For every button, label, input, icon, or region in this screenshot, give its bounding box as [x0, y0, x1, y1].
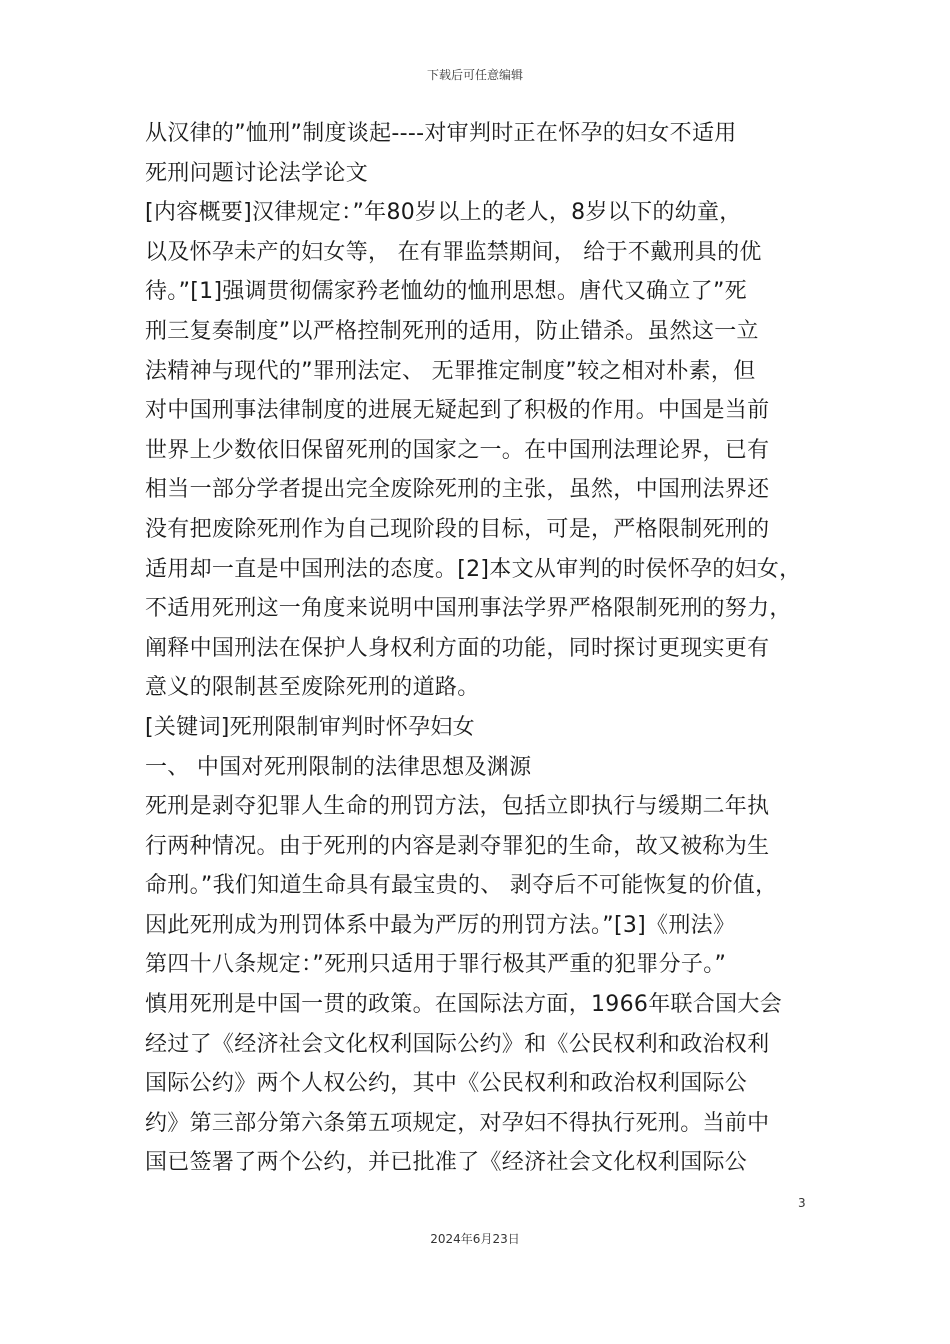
- page-header: 下载后可任意编辑: [426, 68, 523, 82]
- body-line: [内容概要]汉律规定：”年80岁以上的老人，8岁以下的幼童，: [145, 200, 742, 226]
- body-line: 世界上少数依旧保留死刑的国家之一。在中国刑法理论界，已有: [145, 437, 770, 463]
- body-line: 刑三复奏制度”以严格控制死刑的适用，防止错杀。虽然这一立: [145, 318, 759, 344]
- body-line: 从汉律的”恤刑”制度谈起----对审判时正在怀孕的妇女不适用: [145, 121, 737, 146]
- body-line: 一、 中国对死刑限制的法律思想及渊源: [145, 754, 532, 780]
- body-line: 行两种情况。由于死刑的内容是剥夺罪犯的生命，故又被称为生: [145, 833, 770, 859]
- body-line: 死刑问题讨论法学论文: [145, 160, 369, 186]
- body-line: 法精神与现代的”罪刑法定、 无罪推定制度”较之相对朴素，但: [145, 358, 756, 384]
- body-line: 阐释中国刑法在保护人身权利方面的功能，同时探讨更现实更有: [145, 635, 770, 661]
- body-line: 第四十八条规定：”死刑只适用于罪行极其严重的犯罪分子。”: [145, 952, 727, 978]
- document-body: [145, 114, 820, 1183]
- body-line: [关键词]死刑限制审判时怀孕妇女: [145, 714, 475, 740]
- body-line: 经过了《经济社会文化权利国际公约》和《公民权利和政治权利: [145, 1031, 770, 1057]
- body-line: 待。”[1]强调贯彻儒家矜老恤幼的恤刑思想。唐代又确立了”死: [145, 279, 747, 305]
- body-line: 对中国刑事法律制度的进展无疑起到了积极的作用。中国是当前: [145, 398, 770, 424]
- body-line: 以及怀孕未产的妇女等， 在有罪监禁期间， 给于不戴刑具的优: [145, 239, 762, 265]
- body-line: 相当一部分学者提出完全废除死刑的主张，虽然，中国刑法界还: [145, 477, 770, 503]
- page-number: 3: [798, 1196, 806, 1210]
- body-line: 国际公约》两个人权公约，其中《公民权利和政治权利国际公: [145, 1071, 748, 1097]
- body-line: 适用却一直是中国刑法的态度。[2]本文从审判的时侯怀孕的妇女，: [145, 556, 802, 582]
- body-line: 没有把废除死刑作为自己现阶段的目标，可是，严格限制死刑的: [145, 516, 770, 542]
- footer-date: 2024年6月23日: [430, 1232, 520, 1246]
- body-line: 意义的限制甚至废除死刑的道路。: [145, 675, 480, 701]
- body-line: 慎用死刑是中国一贯的政策。在国际法方面，1966年联合国大会: [145, 992, 782, 1018]
- body-line: 约》第三部分第六条第五项规定，对孕妇不得执行死刑。当前中: [145, 1110, 770, 1136]
- body-line: 国已签署了两个公约，并已批准了《经济社会文化权利国际公: [145, 1150, 748, 1176]
- body-line: 命刑。”我们知道生命具有最宝贵的、 剥夺后不可能恢复的价值，: [145, 873, 778, 899]
- body-line: 死刑是剥夺犯罪人生命的刑罚方法，包括立即执行与缓期二年执: [145, 794, 770, 820]
- body-line: 因此死刑成为刑罚体系中最为严厉的刑罚方法。”[3]《刑法》: [145, 912, 736, 938]
- body-line: 不适用死刑这一角度来说明中国刑事法学界严格限制死刑的努力，: [145, 596, 792, 622]
